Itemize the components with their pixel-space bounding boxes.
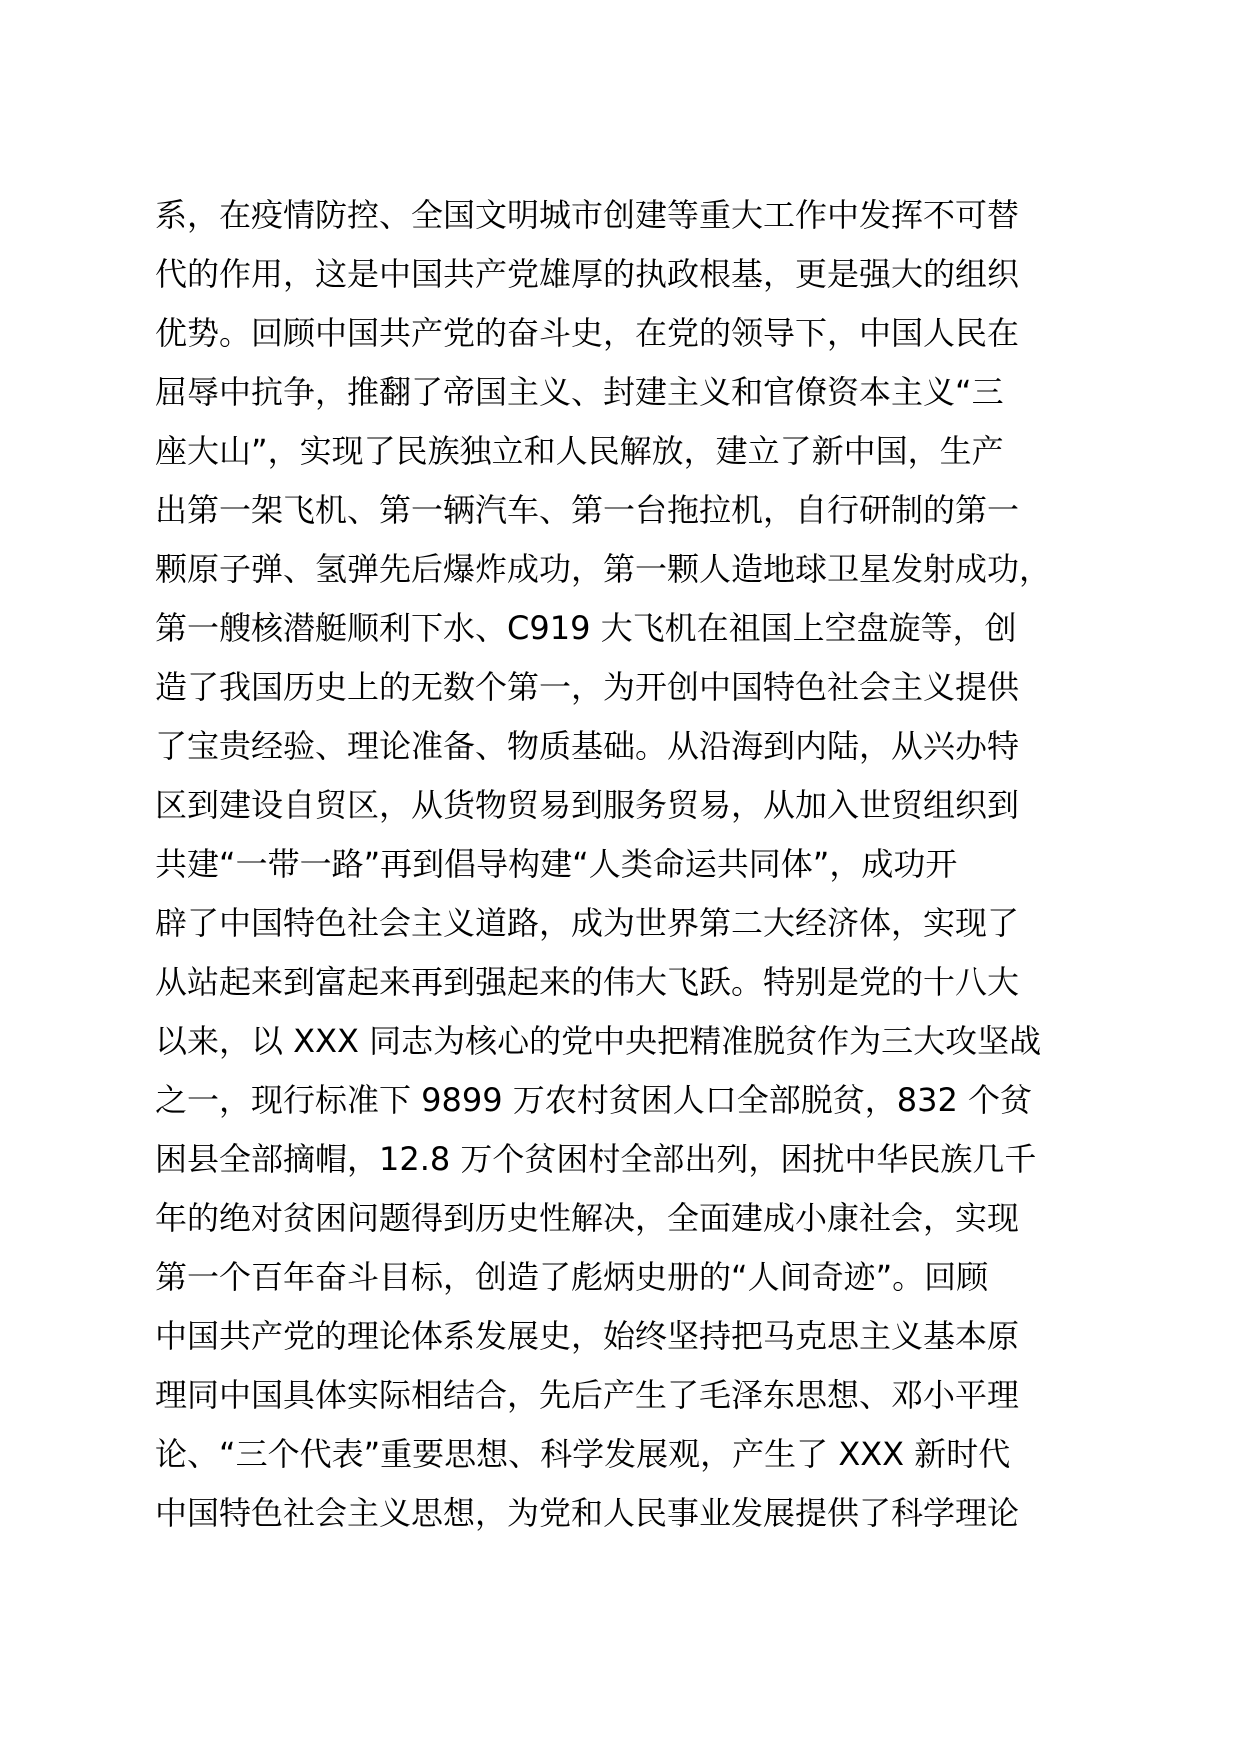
text-line-21: 理同中国具体实际相结合，先后产生了毛泽东思想、邓小平理 — [155, 1376, 1020, 1414]
text-line-23: 中国特色社会主义思想，为党和人民事业发展提供了科学理论 — [155, 1494, 1020, 1532]
text-line-5: 座大山”，实现了民族独立和人民解放，建立了新中国，生产 — [155, 432, 1004, 470]
text-line-11: 区到建设自贸区，从货物贸易到服务贸易，从加入世贸组织到 — [155, 786, 1020, 824]
text-line-20: 中国共产党的理论体系发展史，始终坚持把马克思主义基本原 — [155, 1317, 1020, 1355]
text-line-13: 辟了中国特色社会主义道路，成为世界第二大经济体，实现了 — [155, 904, 1020, 942]
text-line-10: 了宝贵经验、理论准备、物质基础。从沿海到内陆，从兴办特 — [155, 727, 1020, 765]
text-line-14: 从站起来到富起来再到强起来的伟大飞跃。特别是党的十八大 — [155, 963, 1020, 1001]
text-line-18: 年的绝对贫困问题得到历史性解决，全面建成小康社会，实现 — [155, 1199, 1020, 1237]
body-paragraph — [155, 186, 1095, 1543]
text-line-7: 颗原子弹、氢弹先后爆炸成功，第一颗人造地球卫星发射成功， — [155, 550, 1052, 588]
text-line-9: 造了我国历史上的无数个第一，为开创中国特色社会主义提供 — [155, 668, 1020, 706]
text-line-6: 出第一架飞机、第一辆汽车、第一台拖拉机，自行研制的第一 — [155, 491, 1020, 529]
text-line-22: 论、“三个代表”重要思想、科学发展观，产生了 XXX 新时代 — [155, 1435, 1011, 1473]
text-line-16: 之一，现行标准下 9899 万农村贫困人口全部脱贫，832 个贫 — [155, 1081, 1033, 1119]
text-line-8: 第一艘核潜艇顺利下水、C919 大飞机在祖国上空盘旋等，创 — [155, 609, 1017, 647]
text-line-17: 困县全部摘帽，12.8 万个贫困村全部出列，困扰中华民族几千 — [155, 1140, 1037, 1178]
text-line-19: 第一个百年奋斗目标，创造了彪炳史册的“人间奇迹”。回顾 — [155, 1258, 989, 1296]
text-line-1: 系，在疫情防控、全国文明城市创建等重大工作中发挥不可替 — [155, 196, 1020, 234]
text-line-2: 代的作用，这是中国共产党雄厚的执政根基，更是强大的组织 — [155, 255, 1020, 293]
text-line-4: 屈辱中抗争，推翻了帝国主义、封建主义和官僚资本主义“三 — [155, 373, 1004, 411]
text-line-15: 以来，以 XXX 同志为核心的党中央把精准脱贫作为三大攻坚战 — [155, 1022, 1042, 1060]
text-line-12: 共建“一带一路”再到倡导构建“人类命运共同体”，成功开 — [155, 845, 958, 883]
text-line-3: 优势。回顾中国共产党的奋斗史，在党的领导下，中国人民在 — [155, 314, 1020, 352]
